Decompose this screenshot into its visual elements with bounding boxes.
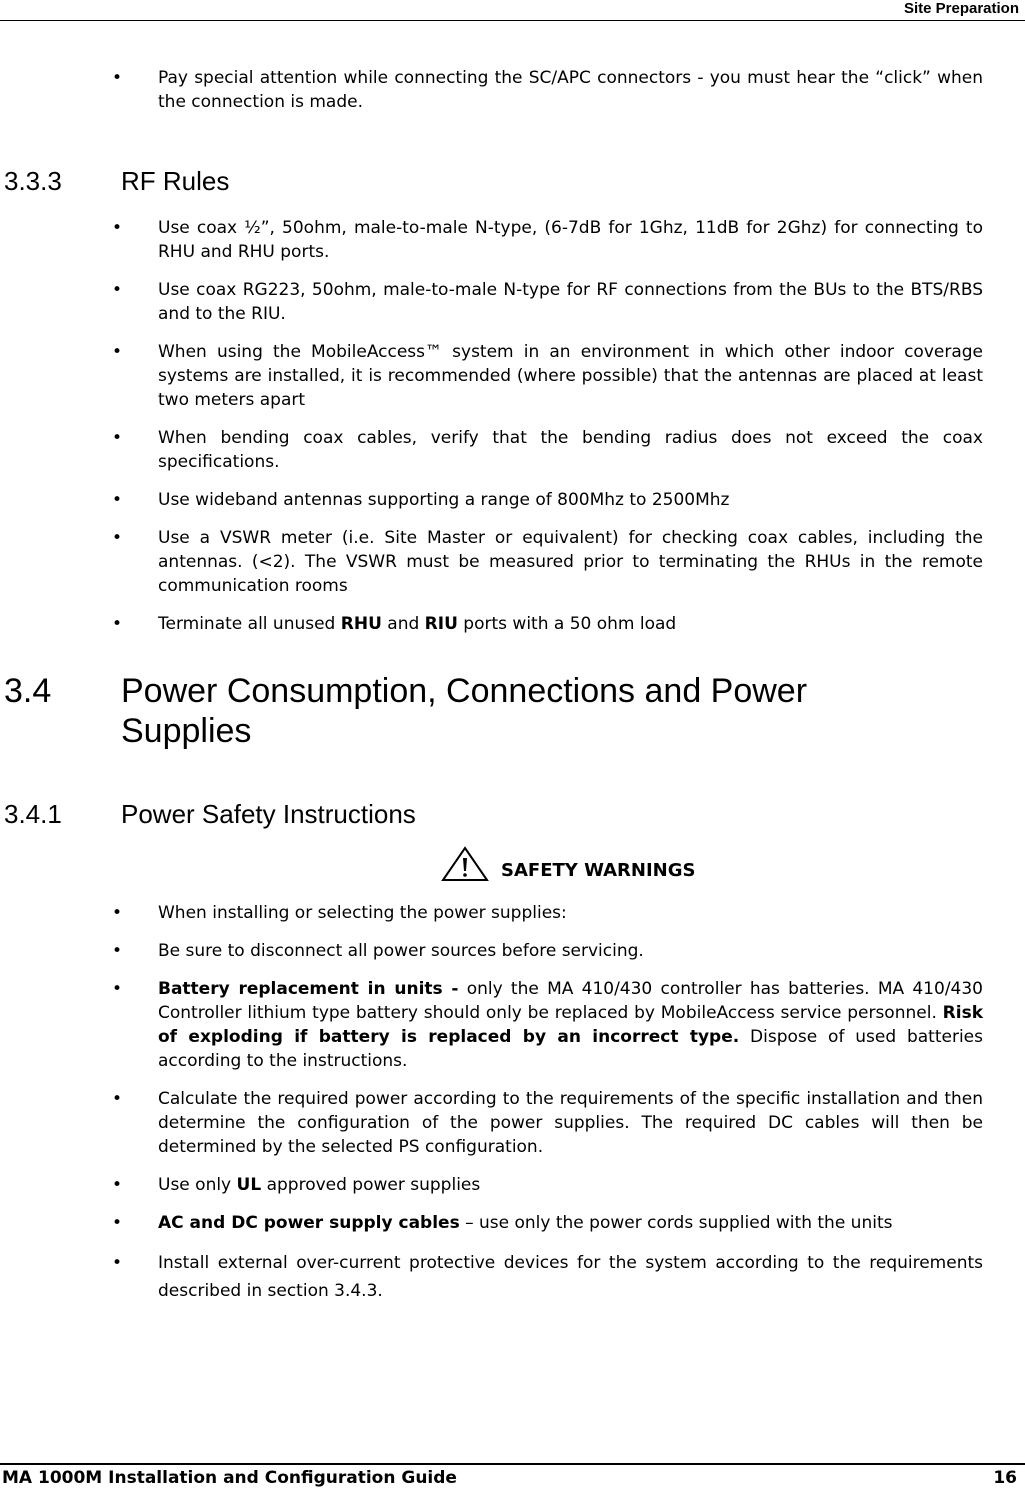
list-item-terminate: • Terminate all unused RHU and RIU ports with a 50 ohm load	[0, 612, 1025, 636]
list-item: • Use a VSWR meter (i.e. Site Master or equivalent) for checking coax cables, including the antennas. (<2). The VSWR must be measured prior to terminating the RHUs in the remote communication rooms	[0, 526, 1025, 598]
list-item: • When bending coax cables, verify that the bending radius does not exceed the coax specifications.	[0, 426, 1025, 474]
section-heading-3-3-3	[4, 166, 229, 197]
list-item: • Be sure to disconnect all power sources before servicing.	[0, 939, 1025, 963]
list-item-ul: • Use only UL approved power supplies	[0, 1173, 1025, 1197]
list-item: • When installing or selecting the power supplies:	[0, 901, 1025, 925]
rf-rules-list	[0, 216, 1025, 636]
rhu-bold: RHU	[340, 614, 382, 634]
battery-risk: Risk of exploding if battery is replaced by an incorrect type.	[158, 1003, 983, 1047]
ul-bold: UL	[236, 1175, 262, 1195]
list-item: • Use coax ½”, 50ohm, male-to-male N-type, (6-7dB for 1Ghz, 11dB for 2Ghz) for connecting to RHU and RHU ports.	[0, 216, 1025, 264]
list-item: • Calculate the required power according to the requirements of the specific installation and then determine the configuration of the power supplies. The required DC cables will then be determined by the selected PS configuration.	[0, 1087, 1025, 1159]
list-item: • Use wideband antennas supporting a range of 800Mhz to 2500Mhz	[0, 488, 1025, 512]
list-item-cables: • AC and DC power supply cables – use only the power cords supplied with the units	[0, 1211, 1025, 1235]
list-item: • Use coax RG223, 50ohm, male-to-male N-type for RF connections from the BUs to the BTS/RBS and to the RIU.	[0, 278, 1025, 326]
section-title: Power Safety Instructions	[121, 799, 416, 829]
warning-triangle-icon	[440, 845, 490, 887]
section-heading-3-4	[4, 671, 891, 751]
list-item-battery: • Battery replacement in units - only the MA 410/430 controller has batteries. MA 410/430 Controller lithium type battery should only be replaced by MobileAccess service personnel. Risk of exploding if battery is replaced by an incorrect type. Dispose of used batteries according to the instructions.	[0, 977, 1025, 1073]
page-number: 16	[993, 1468, 1017, 1488]
section-title: Power Consumption, Connections and Power Supplies	[121, 672, 808, 750]
footer-guide-title: MA 1000M Installation and Configuration Guide	[2, 1468, 457, 1488]
header-rule	[0, 20, 1025, 21]
section-title: RF Rules	[121, 166, 230, 196]
safety-warnings-banner	[0, 845, 1025, 885]
list-item: • When using the MobileAccess™ system in an environment in which other indoor coverage systems are installed, it is recommended (where possible) that the antennas are placed at least two meters apart	[0, 340, 1025, 412]
safety-warnings-label: SAFETY WARNINGS	[501, 860, 696, 881]
section-number: 3.3.3	[4, 166, 62, 196]
battery-lead: Battery replacement in units -	[158, 979, 459, 999]
section-number: 3.4	[4, 672, 52, 710]
intro-bullet-list	[0, 66, 1025, 114]
section-heading-3-4-1	[4, 799, 416, 830]
list-item: • Install external over-current protective devices for the system according to the requirements described in section 3.4.3.	[0, 1249, 1025, 1305]
section-number: 3.4.1	[4, 799, 62, 829]
footer-rule	[0, 1463, 1025, 1465]
list-item: • Pay special attention while connecting the SC/APC connectors - you must hear the “click” when the connection is made.	[0, 66, 1025, 114]
power-safety-list	[0, 901, 1025, 1305]
riu-bold: RIU	[424, 614, 458, 634]
running-header: Site Preparation	[903, 0, 1019, 17]
cables-bold: AC and DC power supply cables	[158, 1213, 460, 1233]
